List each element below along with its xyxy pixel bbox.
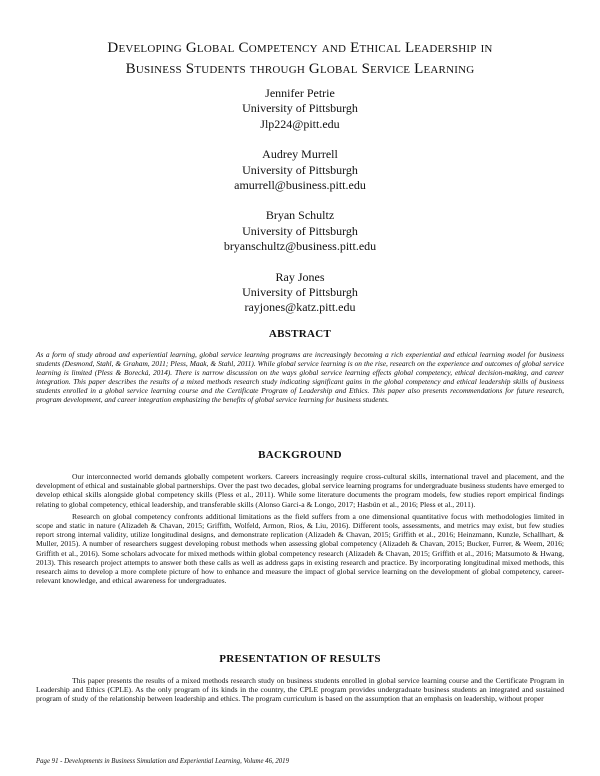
author-affiliation: University of Pittsburgh	[242, 101, 358, 116]
results-heading: PRESENTATION OF RESULTS	[219, 653, 381, 665]
author-affiliation: University of Pittsburgh	[242, 223, 358, 238]
author-email: rayjones@katz.pitt.edu	[244, 300, 356, 315]
author-block	[0, 208, 600, 254]
results-section	[36, 676, 564, 707]
author-email: Jlp224@pitt.edu	[260, 116, 340, 131]
background-paragraph: Research on global competency confronts additional limitations as the field suffers from a one dimensional quantitative focus with methodologies limited in scope and static in nature (Alizadeh & Chavan, 2015; Griffith, Wolfeld, Armon, Rios, & Liu, 2016). Different tools, assessments, and metrics may exist, but few studies report strong internal validity, utilize longitudinal designs, and demonstrate replication (Alizadeh & Chavan, 2015; Griffith et al., 2016; Heinzmann, Kunzle, Schallhart, & Muller, 2015). A number of researchers suggest developing robust methods when assessing global competency (Alizadeh & Chavan, 2015; Bucker, Furrer, & Weem, 2016; Griffith et al., 2016). Some scholars advocate for mixed methods within global competency research (Alizadeh & Chavan, 2015; Griffith et al., 2016; Matsumoto & Hwang, 2013). This research project attempts to answer both these calls as well as address gaps in existing research and practice. By incorporating longitudinal mixed methods, this research aims to develop a more complete picture of how to enhance and measure the impact of global service learning on the development of global competency, career-relevant knowledge, and ethical awareness for undergraduates.	[36, 511, 564, 586]
abstract-text: As a form of study abroad and experiential learning, global service learning programs are increasingly becoming a rich experiential and ethical learning model for business students (Desmond, Stahl, & Graham, 2011; Pless, Maak, & Stahl, 2011). While global service learning is on the rise, research on the experience and outcomes of global service learning is limited (Pless & Borecká, 2014). There is narrow discussion on the ways global service learning effects global competency, ethical decision-making, and career integration. This paper describes the results of a mixed methods research study indicating significant gains in the global competency and ethical leadership skills of business students enrolled in a global service learning course and the Certificate Program of Leadership and Ethics. This paper also presents recommendations for future research, program development, and career integration emphasizing the benefits of global service learning for business students.	[36, 350, 564, 405]
abstract-heading: ABSTRACT	[268, 328, 332, 340]
author-email: bryanschultz@business.pitt.edu	[223, 239, 377, 254]
paper-title	[40, 38, 560, 80]
author-email: amurrell@business.pitt.edu	[234, 178, 366, 193]
page-footer: Page 91 - Developments in Business Simulation and Experiential Learning, Volume 46, 2019	[36, 758, 289, 765]
author-block	[0, 147, 600, 193]
author-name: Audrey Murrell	[262, 147, 338, 162]
author-name: Ray Jones	[275, 269, 325, 284]
author-affiliation: University of Pittsburgh	[242, 285, 358, 300]
author-affiliation: University of Pittsburgh	[242, 162, 358, 177]
background-section	[36, 472, 564, 588]
author-name: Jennifer Petrie	[265, 86, 335, 100]
author-list	[0, 86, 600, 331]
title-line-2: Business Students through Global Service Learning	[125, 61, 475, 77]
results-paragraph: This paper presents the results of a mixed methods research study on business students enrolled in global service learning course and the Certificate Program in Leadership and Ethics (CPLE). As the only program of its kinds in the country, the CPLE program provides undergraduate business students an integrated and sustained program of study of the relationship between leadership and ethics. The program curriculum is based on the assumption that an emphasis on leadership, without proper	[36, 676, 564, 704]
author-block	[0, 86, 600, 132]
author-block	[0, 270, 600, 316]
author-name: Bryan Schultz	[265, 208, 335, 223]
title-line-1: Developing Global Competency and Ethical Leadership in	[107, 40, 493, 56]
background-paragraph: Our interconnected world demands globally competent workers. Careers increasingly require cross-cultural skills, international travel and placement, and the development of ethical and sustainable global partnerships. Over the past two decades, global service learning programs for undergraduate business students have emerged to develop ethical skills alongside global competency skills (Pless et al., 2011). While some literature documents the program models, few studies report empirical findings relating to global competency, ethical leadership, and transferable skills (Alonso Garci-a & Longo, 2017; Hasbún et al., 2016; Pless et al., 2011).	[36, 472, 564, 509]
background-heading: BACKGROUND	[258, 449, 342, 461]
